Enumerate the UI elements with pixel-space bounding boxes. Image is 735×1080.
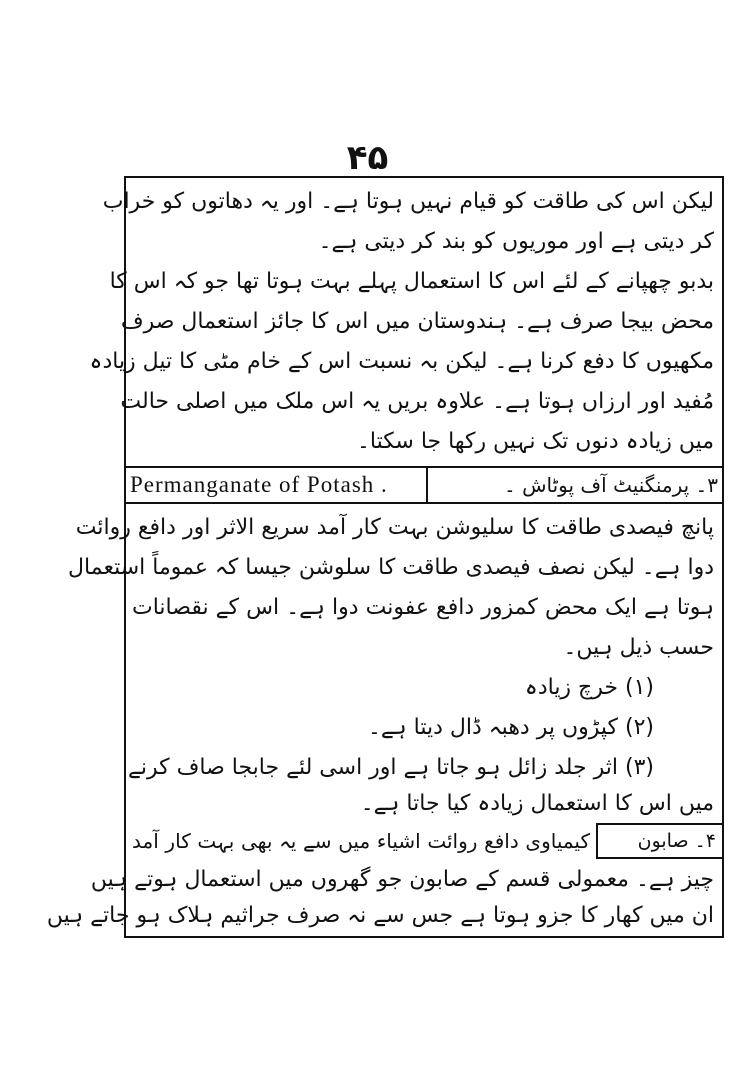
text-line: پانچ فیصدی طاقت کا سلیوشن بہت کار آمد سریع الاثر اور دافع روائت xyxy=(75,515,714,540)
text-line: کیمیاوی دافع روائت اشیاء میں سے یہ بھی بہت کار آمد xyxy=(132,829,590,853)
text-line: میں اس کا استعمال زیادہ کیا جاتا ہے۔ xyxy=(360,791,714,816)
section-heading-english: Permanganate of Potash . xyxy=(130,472,388,497)
text-line: ہوتا ہے ایک محض کمزور دافع عفونت دوا ہے۔ اس کے نقصانات xyxy=(132,595,714,620)
text-line: حسب ذیل ہیں۔ xyxy=(563,635,714,660)
text-line: دوا ہے۔ لیکن نصف فیصدی طاقت کا سلوشن جیسا کہ عموماً استعمال xyxy=(68,555,714,580)
text-line: محض بیجا صرف ہے۔ ہندوستان میں اس کا جائز استعمال صرف xyxy=(120,309,714,334)
text-line: بدبو چھپانے کے لئے اس کا استعمال پہلے بہت ہوتا تھا جو کہ اس کا xyxy=(109,269,714,294)
text-line: مکھیوں کا دفع کرنا ہے۔ لیکن بہ نسبت اس کے خام مٹی کا تیل زیادہ xyxy=(89,349,714,374)
page-number: ۴۵ xyxy=(346,138,389,178)
list-item: (۲) کپڑوں پر دھبہ ڈال دیتا ہے۔ xyxy=(367,715,654,740)
heading-divider xyxy=(426,466,428,504)
text-line: میں زیادہ دنوں تک نہیں رکھا جا سکتا۔ xyxy=(357,429,714,454)
text-line: کر دیتی ہے اور موریوں کو بند کر دیتی ہے۔ xyxy=(318,229,714,254)
sub-heading-label: ۴۔ صابون xyxy=(637,830,716,852)
list-item: (۳) اثر جلد زائل ہو جاتا ہے اور اسی لئے جابجا صاف کرنے xyxy=(127,755,654,780)
list-item: (۱) خرچ زیادہ xyxy=(524,675,654,700)
text-line: چیز ہے۔ معمولی قسم کے صابون جو گھروں میں استعمال ہوتے ہیں xyxy=(90,867,714,892)
section-heading-urdu: ۳۔ پرمنگنیٹ آف پوٹاش ۔ xyxy=(504,473,718,497)
text-line: ان میں کھار کا جزو ہوتا ہے جس سے نہ صرف جراثیم ہلاک ہو جاتے ہیں xyxy=(46,903,714,928)
text-line: لیکن اس کی طاقت کو قیام نہیں ہوتا ہے۔ اور یہ دھاتوں کو خراب xyxy=(102,189,714,214)
text-line: مُفید اور ارزاں ہوتا ہے۔ علاوہ بریں یہ اس ملک میں اصلی حالت xyxy=(120,389,714,414)
